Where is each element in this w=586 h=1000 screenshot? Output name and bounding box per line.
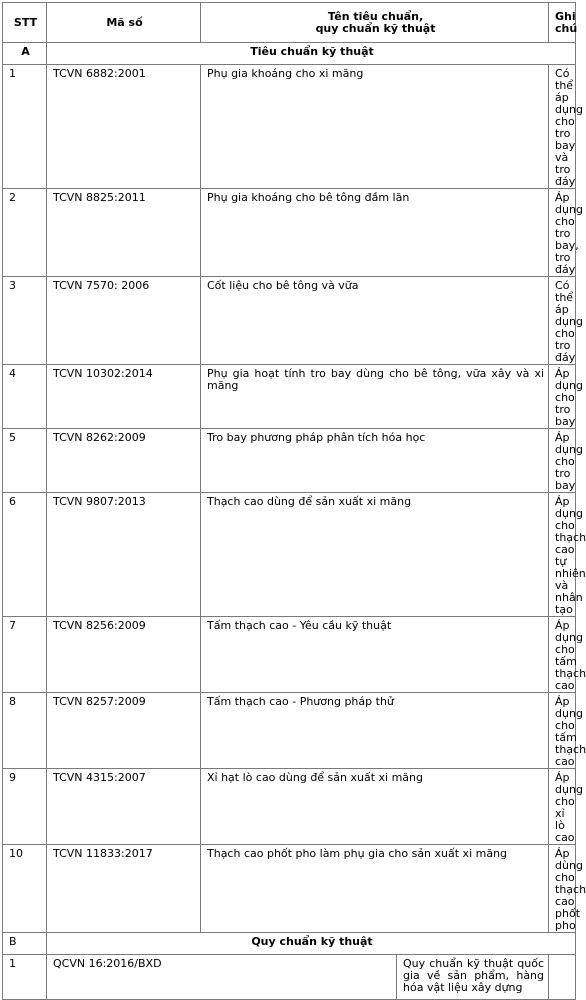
table-row: [3, 429, 576, 493]
table-row: [3, 189, 576, 277]
table-row: [3, 65, 576, 189]
row-stt: 1: [3, 65, 47, 189]
row-stt: 2: [3, 189, 47, 277]
row-name: Thạch cao dùng để sản xuất xi măng: [201, 493, 549, 617]
table-row: [3, 845, 576, 933]
row-stt: 8: [3, 693, 47, 769]
row-stt: 5: [3, 429, 47, 493]
row-note: Áp dụng cho tro bay: [549, 365, 576, 429]
header-note: Ghi chú: [549, 3, 576, 43]
row-stt: 4: [3, 365, 47, 429]
row-code: TCVN 6882:2001: [47, 65, 201, 189]
row-note: Áp dụng cho tro bay: [549, 429, 576, 493]
header-name-line2: quy chuẩn kỹ thuật: [315, 21, 436, 35]
table-row: [3, 955, 576, 1000]
row-code: TCVN 11833:2017: [47, 845, 201, 933]
header-name-line1: Tên tiêu chuẩn,: [327, 9, 424, 23]
section-a-letter: A: [3, 43, 47, 65]
row-name: Phụ gia khoáng cho bê tông đầm lăn: [201, 189, 549, 277]
row-note: Áp dụng cho tấm thạch cao: [549, 693, 576, 769]
section-b-row: [3, 933, 576, 955]
row-note: Áp dụng cho tấm thạch cao: [549, 617, 576, 693]
row-stt: 7: [3, 617, 47, 693]
row-stt: 9: [3, 769, 47, 845]
header-code: Mã số: [47, 3, 201, 43]
row-note: Có thể áp dụng cho tro bay và tro đáy: [549, 65, 576, 189]
table-row: [3, 277, 576, 365]
row-stt: 10: [3, 845, 47, 933]
row-code: TCVN 7570: 2006: [47, 277, 201, 365]
row-note: [549, 955, 576, 1000]
row-name: Tro bay phương pháp phân tích hóa học: [201, 429, 549, 493]
row-stt: 1: [3, 955, 47, 1000]
row-note: Áp dụng cho xỉ lò cao: [549, 769, 576, 845]
row-name: Tấm thạch cao - Phương pháp thử: [201, 693, 549, 769]
row-note: Áp dụng cho tro bay, tro đáy: [549, 189, 576, 277]
header-stt: STT: [3, 3, 47, 43]
header-name: [201, 3, 549, 43]
header-row: [3, 3, 576, 43]
row-code: TCVN 8256:2009: [47, 617, 201, 693]
row-stt: 6: [3, 493, 47, 617]
section-a-row: [3, 43, 576, 65]
table-row: [3, 493, 576, 617]
row-name: Thạch cao phốt pho làm phụ gia cho sản xuất xi măng: [201, 845, 549, 933]
row-code: TCVN 10302:2014: [47, 365, 201, 429]
row-name: Xỉ hạt lò cao dùng để sản xuất xi măng: [201, 769, 549, 845]
row-note: Áp dùng cho thạch cao phốt pho: [549, 845, 576, 933]
table-row: [3, 617, 576, 693]
row-code: TCVN 8257:2009: [47, 693, 201, 769]
row-code: QCVN 16:2016/BXD: [47, 955, 397, 1000]
row-name: Phụ gia khoáng cho xi măng: [201, 65, 549, 189]
row-stt: 3: [3, 277, 47, 365]
row-name: Phụ gia hoạt tính tro bay dùng cho bê tông, vữa xây và xi măng: [201, 365, 549, 429]
row-name: Quy chuẩn kỹ thuật quốc gia về sản phẩm, hàng hóa vật liệu xây dựng: [397, 955, 549, 1000]
row-note: Áp dụng cho thạch cao tự nhiên và nhân tạo: [549, 493, 576, 617]
row-name: Cốt liệu cho bê tông và vữa: [201, 277, 549, 365]
row-note: Có thể áp dụng cho tro đáy: [549, 277, 576, 365]
row-code: TCVN 8825:2011: [47, 189, 201, 277]
section-b-title: Quy chuẩn kỹ thuật: [47, 933, 576, 955]
row-code: TCVN 4315:2007: [47, 769, 201, 845]
table-row: [3, 769, 576, 845]
section-b-letter: B: [3, 933, 47, 955]
row-code: TCVN 9807:2013: [47, 493, 201, 617]
table-row: [3, 365, 576, 429]
table-row: [3, 693, 576, 769]
row-code: TCVN 8262:2009: [47, 429, 201, 493]
row-name: Tấm thạch cao - Yêu cầu kỹ thuật: [201, 617, 549, 693]
standards-table: [2, 2, 586, 1000]
section-a-title: Tiêu chuẩn kỹ thuật: [47, 43, 576, 65]
